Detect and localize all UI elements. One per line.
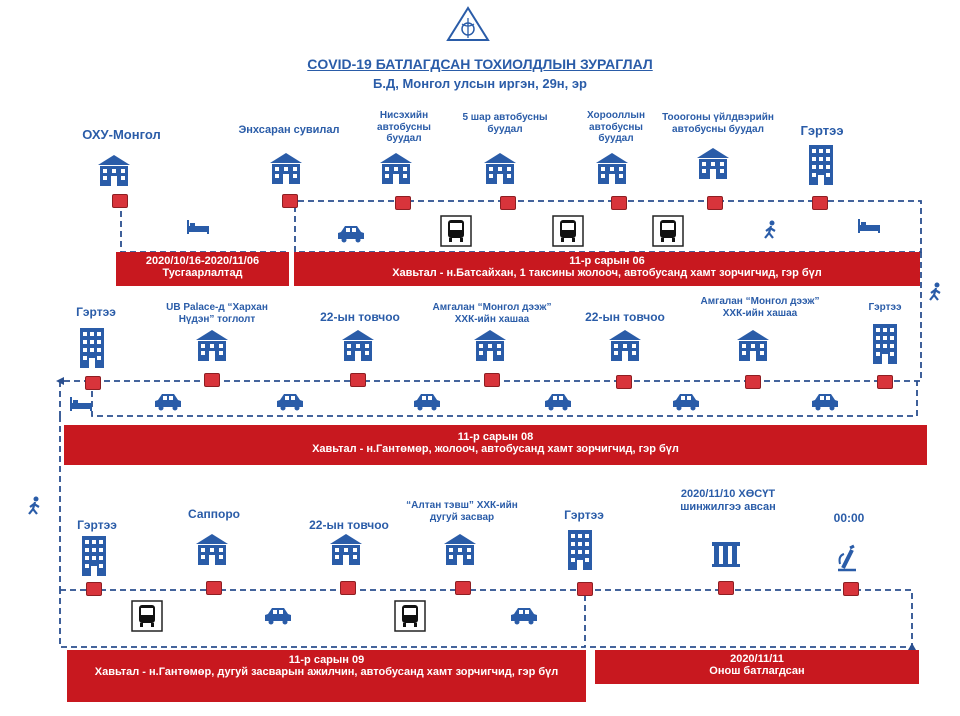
logo-icon (448, 8, 488, 40)
location-label: Саппоро (188, 507, 240, 521)
timeline-node (843, 582, 859, 596)
timeline-node (812, 196, 828, 210)
location-label: 2020/11/10 ХӨСҮТ шинжилгээ авсан (680, 488, 776, 513)
location-label: “Алтан тэвш” ХХК-ийн дугуй засвар (406, 500, 518, 523)
taxi-icon (265, 608, 291, 625)
timeline-node (206, 581, 222, 595)
building-icon (697, 148, 729, 179)
timeline-node (340, 581, 356, 595)
bar-text: Онош батлагдсан (709, 665, 805, 677)
location-label: Гэртээ (868, 302, 902, 313)
timeline-node (204, 373, 220, 387)
bus-icon (132, 601, 162, 631)
apartment-icon (809, 145, 833, 185)
apartment-icon (873, 324, 897, 364)
bus-icon (653, 216, 683, 246)
location-label: Гэртээ (76, 305, 116, 319)
time-label: 00:00 (833, 511, 865, 525)
taxi-icon (812, 394, 838, 411)
building-icon (342, 330, 374, 361)
timeline-node (350, 373, 366, 387)
bar-text: Хавьтал - н.Гантөмөр, дугуй засварын ажилчин, автобусанд хамт зорчигчид, гэр бүл (94, 666, 559, 678)
timeline-node (112, 194, 128, 208)
building-icon (330, 534, 362, 565)
microscope-icon (838, 546, 856, 570)
taxi-icon (338, 226, 364, 243)
bus-icon (441, 216, 471, 246)
timeline-node (455, 581, 471, 595)
location-label: Амгалан “Монгол дээж” ХХК-ийн хашаа (700, 296, 820, 319)
timeline-node (577, 582, 593, 596)
location-label: Тооогоны үйлдвэрийн автобусны буудал (662, 112, 774, 135)
bed-icon (187, 220, 209, 234)
location-label: 22-ын товчоо (585, 310, 665, 324)
location-label: Гэртээ (800, 123, 844, 138)
timeline-node (500, 196, 516, 210)
location-label: Гэртээ (77, 518, 117, 532)
page-subtitle: Б.Д, Монгол улсын иргэн, 29н, эр (373, 76, 587, 91)
taxi-icon (414, 394, 440, 411)
bed-icon (70, 397, 92, 411)
taxi-icon (277, 394, 303, 411)
location-label: UB Palace-д “Хархан Нүдэн” тоглолт (166, 302, 268, 325)
location-label: Хорооллын автобусны буудал (586, 110, 645, 144)
walking-person-icon (765, 221, 775, 239)
bar-text: Хавьтал - н.Гантөмөр, жолооч, автобусанд хамт зорчигчид, гэр бүл (312, 443, 679, 455)
location-label: Энхсаран сувилал (238, 124, 340, 136)
apartment-icon (80, 328, 104, 368)
building-icon (737, 330, 769, 361)
taxi-icon (155, 394, 181, 411)
building-icon (484, 153, 516, 184)
contact-bar (67, 650, 586, 702)
timeline-node (282, 194, 298, 208)
bed-icon (858, 219, 880, 233)
bus-icon (553, 216, 583, 246)
bar-date: 2020/11/11 (730, 653, 784, 665)
timeline-node (616, 375, 632, 389)
contact-bar (64, 425, 927, 465)
bar-text: Тусгаарлалтад (162, 267, 243, 279)
building-icon (196, 330, 228, 361)
diagnosis-bar (595, 650, 919, 684)
bar-text: Хавьтал - н.Батсайхан, 1 таксины жолооч, автобусанд хамт зорчигчид, гэр бүл (392, 267, 822, 279)
taxi-icon (545, 394, 571, 411)
bar-date: 11-р сарын 08 (457, 431, 534, 443)
bus-icon (395, 601, 425, 631)
walking-person-icon (29, 497, 39, 515)
test-tubes-icon (712, 542, 740, 567)
timeline-node (395, 196, 411, 210)
timeline-node (86, 582, 102, 596)
taxi-icon (673, 394, 699, 411)
location-label: Нисэхийн автобусны буудал (377, 110, 431, 144)
taxi-icon (511, 608, 537, 625)
walking-person-icon (930, 283, 940, 301)
building-icon (98, 155, 130, 186)
building-icon (474, 330, 506, 361)
bar-date: 2020/10/16-2020/11/06 (145, 255, 260, 267)
timeline-node (611, 196, 627, 210)
location-label: 5 шар автобусны буудал (462, 112, 548, 135)
timeline-node (718, 581, 734, 595)
timeline-node (85, 376, 101, 390)
bar-date: 11-р сарын 09 (288, 654, 365, 666)
page-title: COVID-19 БАТЛАГДСАН ТОХИОЛДЛЫН ЗУРАГЛАЛ (307, 56, 653, 72)
apartment-icon (82, 536, 106, 576)
building-icon (380, 153, 412, 184)
timeline-node (484, 373, 500, 387)
contact-bar (294, 252, 920, 286)
timeline-node (745, 375, 761, 389)
arrow-head (908, 643, 916, 650)
building-icon (196, 534, 228, 565)
apartment-icon (568, 530, 592, 570)
location-label: Амгалан “Монгол дээж” ХХК-ийн хашаа (432, 302, 552, 325)
building-icon (270, 153, 302, 184)
location-label: ОХУ-Монгол (82, 127, 161, 142)
location-label: 22-ын товчоо (309, 518, 389, 532)
building-icon (444, 534, 476, 565)
building-icon (596, 153, 628, 184)
building-icon (609, 330, 641, 361)
isolation-bar (116, 252, 289, 286)
timeline-node (707, 196, 723, 210)
location-label: Гэртээ (564, 508, 604, 522)
bar-date: 11-р сарын 06 (569, 255, 645, 267)
location-label: 22-ын товчоо (320, 310, 400, 324)
timeline-node (877, 375, 893, 389)
